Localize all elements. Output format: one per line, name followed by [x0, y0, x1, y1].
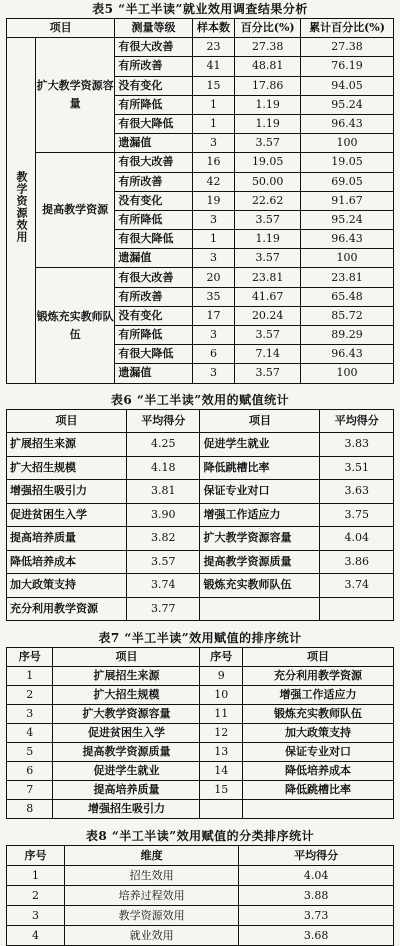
table7-rank-right: 11	[200, 705, 243, 724]
table5-level-cell: 有所改善	[115, 172, 192, 191]
table5-header-percent: 百分比(%)	[235, 19, 301, 38]
table5-count-cell: 41	[192, 57, 235, 76]
table-row	[7, 743, 394, 762]
table5-percent-cell: 1.19	[235, 95, 301, 114]
table7-item-right: 加大政策支持	[243, 724, 394, 743]
table5-percent-cell: 19.05	[235, 153, 301, 172]
table6-item-right: 增强工作适应力	[200, 503, 320, 527]
table7-rank-left: 5	[7, 743, 53, 762]
table5-count-cell: 20	[192, 268, 235, 287]
table7-item-right: 充分利用教学资源	[243, 667, 394, 686]
table6-item-left: 促进贫困生入学	[7, 503, 127, 527]
table7-rank-right: 12	[200, 724, 243, 743]
table6-item-right: 降低跳槽比率	[200, 456, 320, 480]
table-row	[7, 574, 394, 598]
table6-score-left: 4.18	[126, 456, 200, 480]
table5-count-cell: 35	[192, 287, 235, 306]
table5-count-cell: 15	[192, 76, 235, 95]
table5-level-cell: 没有变化	[115, 191, 192, 210]
table6-item-right: 锻炼充实教师队伍	[200, 574, 320, 598]
table5-cumulative-cell: 19.05	[301, 153, 394, 172]
table7-header-rank-right: 序号	[200, 648, 243, 667]
table5-category-label: 教学资源效用	[15, 171, 28, 244]
table5-percent-cell: 1.19	[235, 114, 301, 133]
table7-rank-left: 6	[7, 762, 53, 781]
table8-score: 3.88	[239, 886, 394, 906]
table6	[6, 409, 394, 622]
table7-item-right: 锻炼充实教师队伍	[243, 705, 394, 724]
table7-item-left: 提高教学资源质量	[53, 743, 200, 762]
table7-item-right: 降低培养成本	[243, 762, 394, 781]
table5-level-cell: 没有变化	[115, 306, 192, 325]
table5-cumulative-cell: 76.19	[301, 57, 394, 76]
table5-count-cell: 16	[192, 153, 235, 172]
table5-count-cell: 19	[192, 191, 235, 210]
table7-rank-right: 10	[200, 686, 243, 705]
table7-item-left: 扩展招生来源	[53, 667, 200, 686]
table-row	[7, 762, 394, 781]
table7-item-left: 提高培养质量	[53, 781, 200, 800]
table6-item-left: 提高培养质量	[7, 527, 127, 551]
table5-level-cell: 有很大降低	[115, 345, 192, 364]
table7-item-left: 促进学生就业	[53, 762, 200, 781]
table5-level-cell: 有很大改善	[115, 153, 192, 172]
table5-percent-cell: 22.62	[235, 191, 301, 210]
table-row	[7, 550, 394, 574]
table5-count-cell: 1	[192, 230, 235, 249]
table6-score-right: 3.86	[320, 550, 394, 574]
table-row	[7, 906, 394, 926]
table6-item-right	[200, 597, 320, 621]
table6-score-right: 4.04	[320, 527, 394, 551]
table6-score-right: 3.51	[320, 456, 394, 480]
table8-dimension: 教学资源效用	[65, 906, 239, 926]
table-row	[7, 597, 394, 621]
table-row	[7, 686, 394, 705]
table5-cumulative-cell: 89.29	[301, 326, 394, 345]
table5-count-cell: 23	[192, 38, 235, 57]
table6-score-left: 3.90	[126, 503, 200, 527]
table6-score-right: 3.63	[320, 480, 394, 504]
table5-cumulative-cell: 91.67	[301, 191, 394, 210]
table7-item-right: 增强工作适应力	[243, 686, 394, 705]
table-row	[7, 926, 394, 946]
table-row	[7, 456, 394, 480]
table8-header-score: 平均得分	[239, 846, 394, 866]
table6-score-right: 3.83	[320, 433, 394, 457]
table6-score-left: 3.57	[126, 550, 200, 574]
table6-header-item-right: 项目	[200, 409, 320, 433]
table5-cumulative-cell: 100	[301, 364, 394, 383]
table6-item-left: 扩大招生规模	[7, 456, 127, 480]
table5-count-cell: 3	[192, 134, 235, 153]
table6-score-left: 3.81	[126, 480, 200, 504]
table7-item-right	[243, 800, 394, 819]
table5-count-cell: 3	[192, 326, 235, 345]
table6-item-left: 充分利用教学资源	[7, 597, 127, 621]
table5-level-cell: 有很大改善	[115, 38, 192, 57]
table5-percent-cell: 3.57	[235, 326, 301, 345]
table5-group-name: 锻炼充实教师队伍	[36, 268, 115, 383]
table8-score: 4.04	[239, 866, 394, 886]
table5-percent-cell: 50.00	[235, 172, 301, 191]
table6-score-left: 4.25	[126, 433, 200, 457]
table5-percent-cell: 1.19	[235, 230, 301, 249]
table5-percent-cell: 17.86	[235, 76, 301, 95]
table5-count-cell: 1	[192, 114, 235, 133]
table8-dimension: 招生效用	[65, 866, 239, 886]
table-row	[7, 667, 394, 686]
table6-score-right	[320, 597, 394, 621]
table5-header-cumulative: 累计百分比(%)	[301, 19, 394, 38]
table6-item-left: 降低培养成本	[7, 550, 127, 574]
table5-level-cell: 有很大降低	[115, 230, 192, 249]
table7-rank-left: 1	[7, 667, 53, 686]
table6-header-score-left: 平均得分	[126, 409, 200, 433]
table5-cumulative-cell: 69.05	[301, 172, 394, 191]
table5-cumulative-cell: 100	[301, 134, 394, 153]
table8-rank: 2	[7, 886, 65, 906]
table6-caption: 表6 “半工半读”效用的赋值统计	[110, 392, 290, 407]
table8-rank: 1	[7, 866, 65, 886]
table-row	[7, 781, 394, 800]
table5-category-cell	[7, 38, 36, 383]
table5-level-cell: 有所改善	[115, 57, 192, 76]
table6-body	[7, 433, 394, 621]
table-row	[7, 503, 394, 527]
table6-score-left: 3.82	[126, 527, 200, 551]
table7-item-right: 降低跳槽比率	[243, 781, 394, 800]
table5	[6, 18, 394, 384]
table5-cumulative-cell: 96.43	[301, 114, 394, 133]
table7-rank-right: 13	[200, 743, 243, 762]
table7-item-left: 促进贫困生入学	[53, 724, 200, 743]
table8-header-rank: 序号	[7, 846, 65, 866]
table5-percent-cell: 27.38	[235, 38, 301, 57]
table5-cumulative-cell: 65.48	[301, 287, 394, 306]
table7-rank-right: 15	[200, 781, 243, 800]
table5-header-item: 项目	[7, 19, 115, 38]
table5-percent-cell: 7.14	[235, 345, 301, 364]
table8-header-row	[7, 846, 394, 866]
table5-group-name: 扩大教学资源容量	[36, 38, 115, 153]
table7-rank-right: 14	[200, 762, 243, 781]
table-row	[7, 724, 394, 743]
table6-header-score-right: 平均得分	[320, 409, 394, 433]
table-row	[7, 705, 394, 724]
table5-header-level: 测量等级	[115, 19, 192, 38]
table6-item-left: 扩展招生来源	[7, 433, 127, 457]
table7-header-row	[7, 648, 394, 667]
table5-percent-cell: 3.57	[235, 210, 301, 229]
table7-caption: 表7 “半工半读”效用赋值的排序统计	[98, 631, 302, 646]
table6-score-left: 3.74	[126, 574, 200, 598]
table8-rank: 3	[7, 906, 65, 926]
table-row	[7, 153, 394, 172]
table-row	[7, 268, 394, 287]
table7-rank-left: 2	[7, 686, 53, 705]
table5-cumulative-cell: 100	[301, 249, 394, 268]
table-row	[7, 38, 394, 57]
table5-cumulative-cell: 23.81	[301, 268, 394, 287]
table5-count-cell: 3	[192, 210, 235, 229]
table6-score-right: 3.74	[320, 574, 394, 598]
table-row	[7, 866, 394, 886]
table5-level-cell: 有所降低	[115, 326, 192, 345]
table5-level-cell: 遗漏值	[115, 249, 192, 268]
table8-dimension: 就业效用	[65, 926, 239, 946]
table-row	[7, 800, 394, 819]
table-row	[7, 433, 394, 457]
table5-body	[7, 38, 394, 383]
table5-header-count: 样本数	[192, 19, 235, 38]
table-row	[7, 527, 394, 551]
table5-count-cell: 1	[192, 95, 235, 114]
table8-rank: 4	[7, 926, 65, 946]
table5-cumulative-cell: 96.43	[301, 230, 394, 249]
table5-percent-cell: 3.57	[235, 134, 301, 153]
table5-cumulative-cell: 27.38	[301, 38, 394, 57]
table7-item-right: 保证专业对口	[243, 743, 394, 762]
table5-level-cell: 有很大改善	[115, 268, 192, 287]
table5-cumulative-cell: 85.72	[301, 306, 394, 325]
table6-item-right: 扩大教学资源容量	[200, 527, 320, 551]
table5-percent-cell: 41.67	[235, 287, 301, 306]
table5-level-cell: 遗漏值	[115, 364, 192, 383]
table6-item-left: 加大政策支持	[7, 574, 127, 598]
table6-score-right: 3.75	[320, 503, 394, 527]
table6-header-item-left: 项目	[7, 409, 127, 433]
table5-level-cell: 有很大降低	[115, 114, 192, 133]
table8-header-dimension: 维度	[65, 846, 239, 866]
table8-score: 3.68	[239, 926, 394, 946]
table5-level-cell: 有所降低	[115, 210, 192, 229]
table7	[6, 647, 394, 819]
table7-rank-left: 8	[7, 800, 53, 819]
table7-body	[7, 667, 394, 819]
table7-item-left: 扩大教学资源容量	[53, 705, 200, 724]
table7-item-left: 扩大招生规模	[53, 686, 200, 705]
table6-item-right: 促进学生就业	[200, 433, 320, 457]
table6-item-left: 增强招生吸引力	[7, 480, 127, 504]
table5-count-cell: 17	[192, 306, 235, 325]
table5-count-cell: 3	[192, 364, 235, 383]
table5-cumulative-cell: 95.24	[301, 95, 394, 114]
table7-header-rank-left: 序号	[7, 648, 53, 667]
table8	[6, 845, 394, 946]
table5-level-cell: 没有变化	[115, 76, 192, 95]
table5-cumulative-cell: 94.05	[301, 76, 394, 95]
table5-level-cell: 有所改善	[115, 287, 192, 306]
table-row	[7, 480, 394, 504]
table7-rank-left: 3	[7, 705, 53, 724]
table5-cumulative-cell: 95.24	[301, 210, 394, 229]
table5-group-name: 提高教学资源	[36, 153, 115, 268]
table5-percent-cell: 20.24	[235, 306, 301, 325]
table5-level-cell: 遗漏值	[115, 134, 192, 153]
table5-level-cell: 有所降低	[115, 95, 192, 114]
table5-caption: 表5 “半工半读”就业效用调查结果分析	[92, 2, 308, 16]
table5-percent-cell: 3.57	[235, 364, 301, 383]
table5-header-row	[7, 19, 394, 38]
table8-score: 3.73	[239, 906, 394, 926]
table7-header-item-left: 项目	[53, 648, 200, 667]
table6-item-right: 提高教学资源质量	[200, 550, 320, 574]
table5-count-cell: 42	[192, 172, 235, 191]
table7-rank-left: 7	[7, 781, 53, 800]
table5-percent-cell: 3.57	[235, 249, 301, 268]
table5-cumulative-cell: 96.43	[301, 345, 394, 364]
table5-count-cell: 6	[192, 345, 235, 364]
table7-rank-right: 9	[200, 667, 243, 686]
table6-header-row	[7, 409, 394, 433]
table6-item-right: 保证专业对口	[200, 480, 320, 504]
table8-dimension: 培养过程效用	[65, 886, 239, 906]
table5-percent-cell: 48.81	[235, 57, 301, 76]
table7-header-item-right: 项目	[243, 648, 394, 667]
table7-item-left: 增强招生吸引力	[53, 800, 200, 819]
table7-rank-right	[200, 800, 243, 819]
table8-caption: 表8 “半工半读”效用赋值的分类排序统计	[85, 829, 315, 844]
table7-rank-left: 4	[7, 724, 53, 743]
table5-count-cell: 3	[192, 249, 235, 268]
table5-percent-cell: 23.81	[235, 268, 301, 287]
table-row	[7, 886, 394, 906]
table6-score-left: 3.77	[126, 597, 200, 621]
